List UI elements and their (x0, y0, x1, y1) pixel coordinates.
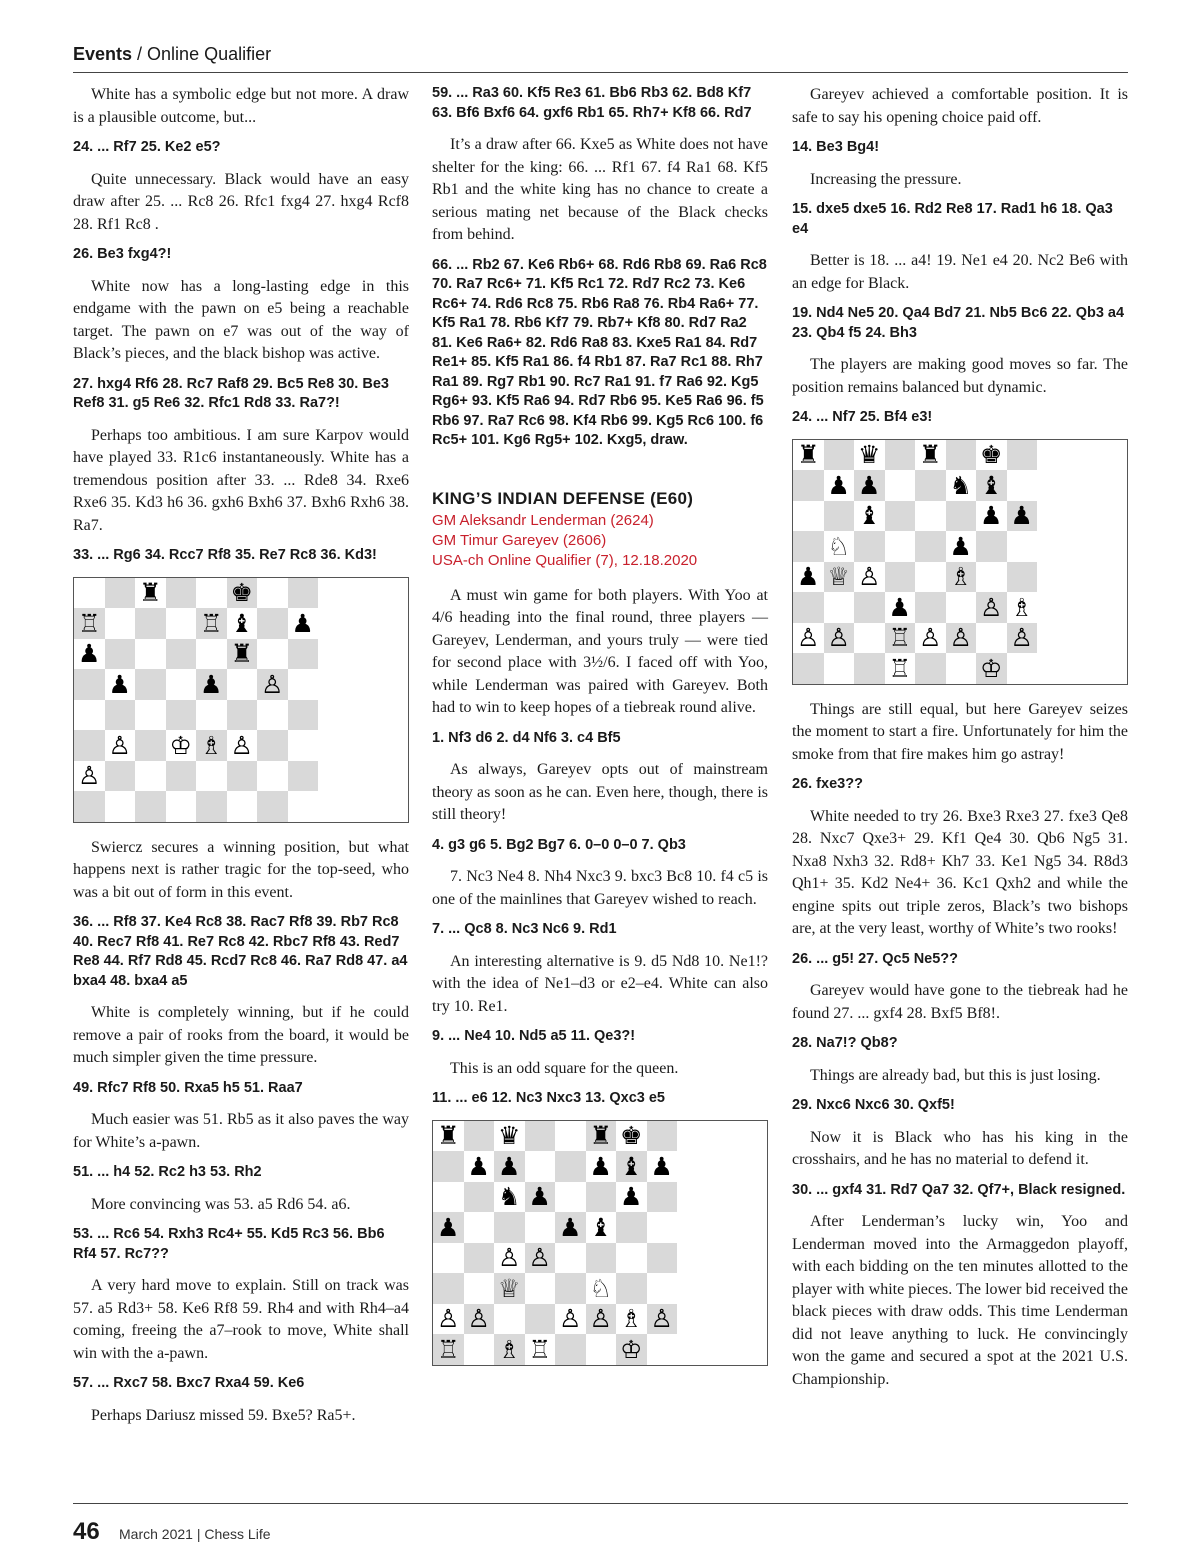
board-square (464, 1182, 495, 1213)
board-square (135, 730, 166, 761)
commentary-paragraph: After Lenderman’s lucky win, Yoo and Lenderman moved into the Armaggedon playoff, with each bidding on the ten minutes allotted to the player with white pieces. The lower bid received the black pieces with draw odds. This time Lenderman did not leave anything to luck. He convincingly won the game and secured a spot at the 2021 U.S. Championship. (792, 1213, 1128, 1388)
board-square (647, 1212, 678, 1243)
board-square (196, 639, 227, 670)
black-knight-icon: ♞ (494, 1182, 525, 1213)
black-bishop-icon: ♝ (854, 501, 885, 532)
board-square (946, 440, 977, 471)
board-square (196, 700, 227, 731)
move-sequence: 11. ... e6 12. Nc3 Nxc3 13. Qxc3 e5 (432, 1090, 665, 1106)
commentary-paragraph: White has a symbolic edge but not more. A draw is a plausible outcome, but... (73, 86, 409, 126)
board-square (288, 639, 319, 670)
board-square (525, 1121, 556, 1152)
board-square (555, 1151, 586, 1182)
white-pawn-icon: ♙ (854, 562, 885, 593)
board-square (464, 1243, 495, 1274)
board-square (105, 761, 136, 792)
white-king-icon: ♔ (976, 653, 1007, 684)
board-square (135, 761, 166, 792)
board-square (885, 501, 916, 532)
board-square (135, 639, 166, 670)
board-square (915, 653, 946, 684)
move-sequence: 57. ... Rxc7 58. Bxc7 Rxa4 59. Ke6 (73, 1375, 305, 1391)
white-pawn-icon: ♙ (433, 1304, 464, 1335)
game-info (432, 511, 768, 571)
board-square (494, 1304, 525, 1335)
board-square (74, 578, 105, 609)
move-sequence: 24. ... Nf7 25. Bf4 e3! (792, 409, 933, 425)
board-square (257, 761, 288, 792)
black-pawn-icon: ♟ (105, 669, 136, 700)
board-square (793, 653, 824, 684)
white-knight-icon: ♘ (824, 531, 855, 562)
board-square (1007, 562, 1038, 593)
board-square (616, 1243, 647, 1274)
board-square (555, 1182, 586, 1213)
white-pawn-icon: ♙ (946, 623, 977, 654)
commentary-paragraph: A very hard move to explain. Still on track was 57. a5 Rd3+ 58. Ke6 Rf8 59. Rh4 and with Rh4–a4 coming, freeing the a7–rook to move, White shall win with the a-pawn. (73, 1277, 409, 1362)
white-pawn-icon: ♙ (525, 1243, 556, 1274)
black-pawn-icon: ♟ (885, 592, 916, 623)
chess-diagram (73, 577, 409, 823)
move-sequence: 27. hxg4 Rf6 28. Rc7 Raf8 29. Bc5 Re8 30. Be3 Ref8 31. g5 Re6 32. Rfc1 Rd8 33. Ra7?! (73, 375, 389, 411)
board-square (946, 592, 977, 623)
board-square (885, 531, 916, 562)
move-sequence: 28. Na7!? Qb8? (792, 1035, 898, 1051)
white-pawn-icon: ♙ (464, 1304, 495, 1335)
board-square (105, 700, 136, 731)
board-square (464, 1273, 495, 1304)
commentary-paragraph: An interesting alternative is 9. d5 Nd8 10. Ne1!? with the idea of Ne1–d3 or e2–e4. White can also try 10. Re1. (432, 952, 768, 1015)
commentary-paragraph: White now has a long-lasting edge in this endgame with the pawn on e5 being a reachable target. The pawn on e7 was out of the way of Black’s pieces, and the black bishop was active. (73, 277, 409, 362)
commentary-paragraph: Gareyev would have gone to the tiebreak had he found 27. ... gxf4 28. Bxf5 Bf8!. (792, 982, 1128, 1022)
commentary-paragraph: Increasing the pressure. (810, 170, 962, 188)
black-bishop-icon: ♝ (616, 1151, 647, 1182)
commentary-paragraph: Things are still equal, but here Gareyev seizes the moment to start a fire. Unfortunately for him the smoke from that fire makes him go astray! (792, 700, 1128, 763)
commentary-paragraph: Perhaps Dariusz missed 59. Bxe5? Ra5+. (91, 1406, 356, 1424)
commentary-paragraph: Things are already bad, but this is just losing. (810, 1066, 1101, 1084)
board-square (288, 761, 319, 792)
commentary-paragraph: Quite unnecessary. Black would have an easy draw after 25. ... Rc8 26. Rfc1 fxg4 27. hxg4 Rcf8 28. Rf1 Rc8 . (73, 170, 409, 233)
black-pawn-icon: ♟ (647, 1151, 678, 1182)
board-square (915, 562, 946, 593)
black-queen-icon: ♛ (854, 440, 885, 471)
commentary-paragraph: Gareyev achieved a comfortable position. It is safe to say his opening choice paid off. (792, 86, 1128, 126)
board-square (647, 1182, 678, 1213)
board-square (793, 592, 824, 623)
commentary-paragraph: Perhaps too ambitious. I am sure Karpov would have played 33. R1c6 instantaneously. White has a tremendous position after 33. ... Rde8 34. Rxe6 Rxe6 35. Kd3 h6 36. gxh6 Bxh6 37. Bxh6 Rxh6 38. Ra7. (73, 426, 409, 534)
white-king-icon: ♔ (616, 1334, 647, 1365)
board-square (464, 1334, 495, 1365)
board-square (854, 653, 885, 684)
black-pawn-icon: ♟ (976, 501, 1007, 532)
game-info-line: GM Aleksandr Lenderman (2624) (432, 511, 654, 529)
board-square (257, 639, 288, 670)
black-pawn-icon: ♟ (854, 470, 885, 501)
board-square (227, 669, 258, 700)
commentary-paragraph: 7. Nc3 Ne4 8. Nh4 Nxc3 9. bxc3 Bc8 10. f4 c5 is one of the mainlines that Gareyev wished to reach. (432, 868, 768, 908)
board-square (976, 531, 1007, 562)
commentary-paragraph: Much easier was 51. Rb5 as it also paves the way for White’s a-pawn. (73, 1111, 409, 1151)
white-knight-icon: ♘ (586, 1273, 617, 1304)
board-square (166, 761, 197, 792)
move-sequence: 26. fxe3?? (792, 776, 863, 792)
black-pawn-icon: ♟ (433, 1212, 464, 1243)
black-rook-icon: ♜ (793, 440, 824, 471)
section-separator: / (132, 44, 148, 64)
board-square (288, 730, 319, 761)
board-square (586, 1334, 617, 1365)
black-pawn-icon: ♟ (793, 562, 824, 593)
text-column-3 (792, 84, 1128, 1400)
board-square (915, 501, 946, 532)
white-pawn-icon: ♙ (647, 1304, 678, 1335)
black-pawn-icon: ♟ (555, 1212, 586, 1243)
white-pawn-icon: ♙ (105, 730, 136, 761)
game-info-line: USA-ch Online Qualifier (7), 12.18.2020 (432, 551, 698, 569)
board-square (555, 1243, 586, 1274)
black-rook-icon: ♜ (135, 578, 166, 609)
page-header (73, 44, 1128, 73)
white-pawn-icon: ♙ (824, 623, 855, 654)
board-square (824, 592, 855, 623)
board-square (885, 562, 916, 593)
board-square (288, 700, 319, 731)
commentary-paragraph: The players are making good moves so far. The position remains balanced but dynamic. (792, 356, 1128, 396)
move-sequence: 66. ... Rb2 67. Ke6 Rb6+ 68. Rd6 Rb8 69. Ra6 Rc8 70. Ra7 Rc6+ 71. Kf5 Rc1 72. Rd7 Rc2 73. Ke6 Rc6+ 74. Rd6 Rc8 75. Rb6 Ra8 76. Rb4 Ra6+ 77. Kf5 Ra1 78. Rb6 Kf7 79. Rb7+ Kf8 80. Rd7 Ra2 81. Ke6 Ra6+ 82. Rd6 Ra8 83. Kxe5 Ra1 84. Rd7 Re1+ 85. Kf5 Ra1 86. f4 Rb1 87. Ra7 Rc1 88. Rh7 Ra1 89. Rg7 Rb1 90. Rc7 Ra1 91. f7 Ra6 92. Kg5 Rg6+ 93. Kf5 Ra6 94. Rd7 Rb6 95. Ke5 Ra6 96. f5 Rb6 97. Ra7 Rc6 98. Kf4 Rb6 99. Kg5 Rc6 100. f6 Rc5+ 101. Kg6 Rg5+ 102. Kxg5, draw. (432, 256, 767, 448)
board-square (1007, 440, 1038, 471)
board-square (257, 578, 288, 609)
board-square (166, 669, 197, 700)
white-rook-icon: ♖ (885, 653, 916, 684)
move-sequence: 24. ... Rf7 25. Ke2 e5? (73, 139, 221, 155)
black-rook-icon: ♜ (433, 1121, 464, 1152)
board-square (433, 1182, 464, 1213)
subsection-title: Online Qualifier (147, 44, 272, 64)
commentary-paragraph: A must win game for both players. With Yoo at 4/6 heading into the final round, three players — Gareyev, Lenderman, and yours truly — were tied for second place with 3½/6. I faced off with Yoo, while Lenderman was paired with Gareyev. Both had to win to keep hopes of a tiebreak round alive. (432, 586, 768, 716)
board-square (433, 1273, 464, 1304)
board-square (196, 578, 227, 609)
white-pawn-icon: ♙ (1007, 623, 1038, 654)
board-square (166, 608, 197, 639)
move-sequence: 26. ... g5! 27. Qc5 Ne5?? (792, 950, 959, 967)
board-square (586, 1182, 617, 1213)
board-square (793, 501, 824, 532)
move-sequence: 9. ... Ne4 10. Nd5 a5 11. Qe3?! (432, 1028, 636, 1044)
board-square (288, 578, 319, 609)
move-sequence: 59. ... Ra3 60. Kf5 Re3 61. Bb6 Rb3 62. Bd8 Kf7 63. Bf6 Bxf6 64. gxf6 Rb1 65. Rh7+ Kf8 66. Rd7 (432, 85, 752, 121)
white-pawn-icon: ♙ (227, 730, 258, 761)
board-square (105, 578, 136, 609)
move-sequence: 15. dxe5 dxe5 16. Rd2 Re8 17. Rad1 h6 18. Qa3 e4 (792, 201, 1113, 237)
text-column-2 (432, 84, 768, 1380)
white-pawn-icon: ♙ (257, 669, 288, 700)
board-square (915, 470, 946, 501)
black-bishop-icon: ♝ (976, 470, 1007, 501)
black-knight-icon: ♞ (946, 470, 977, 501)
board-square (915, 592, 946, 623)
board-square (616, 1212, 647, 1243)
move-sequence: 33. ... Rg6 34. Rcc7 Rf8 35. Re7 Rc8 36. Kd3! (73, 547, 377, 563)
black-pawn-icon: ♟ (1007, 501, 1038, 532)
board-square (854, 592, 885, 623)
text-column-1 (73, 84, 409, 1436)
board-square (166, 639, 197, 670)
black-pawn-icon: ♟ (586, 1151, 617, 1182)
board-square (257, 700, 288, 731)
move-sequence: 49. Rfc7 Rf8 50. Rxa5 h5 51. Raa7 (73, 1079, 303, 1096)
board-square (433, 1151, 464, 1182)
move-sequence: 30. ... gxf4 31. Rd7 Qa7 32. Qf7+, Black resigned. (792, 1181, 1126, 1198)
black-pawn-icon: ♟ (74, 639, 105, 670)
board-square (135, 669, 166, 700)
black-pawn-icon: ♟ (494, 1151, 525, 1182)
board-square (288, 791, 319, 822)
white-king-icon: ♔ (166, 730, 197, 761)
board-square (824, 440, 855, 471)
board-square (647, 1121, 678, 1152)
black-pawn-icon: ♟ (616, 1182, 647, 1213)
board-square (74, 791, 105, 822)
white-rook-icon: ♖ (433, 1334, 464, 1365)
black-pawn-icon: ♟ (464, 1151, 495, 1182)
black-pawn-icon: ♟ (525, 1182, 556, 1213)
board-square (494, 1212, 525, 1243)
board-square (976, 562, 1007, 593)
board-square (555, 1273, 586, 1304)
commentary-paragraph: White needed to try 26. Bxe3 Rxe3 27. fxe3 Qe8 28. Nxc7 Qxe3+ 29. Kf1 Qe4 30. Qb6 Ng5 31. Nxa8 Nxh3 32. Rd8+ Kh7 33. Ke1 Ng5 34. R8d3 Qh1+ 35. Kd2 Ne4+ 36. Kc1 Qxh2 and while the engine spits out triple zeros, Black’s two bishops are, at the very least, worthy of White’s two rooks! (792, 807, 1128, 937)
board-square (196, 761, 227, 792)
board-square (74, 700, 105, 731)
board-square (135, 700, 166, 731)
board-square (824, 501, 855, 532)
white-rook-icon: ♖ (525, 1334, 556, 1365)
black-king-icon: ♚ (616, 1121, 647, 1152)
white-bishop-icon: ♗ (616, 1304, 647, 1335)
board-square (647, 1334, 678, 1365)
white-pawn-icon: ♙ (793, 623, 824, 654)
board-square (946, 653, 977, 684)
board-square (135, 608, 166, 639)
board-square (793, 470, 824, 501)
chess-diagram (792, 439, 1128, 685)
board-square (257, 730, 288, 761)
black-rook-icon: ♜ (915, 440, 946, 471)
black-queen-icon: ♛ (494, 1121, 525, 1152)
move-sequence: 51. ... h4 52. Rc2 h3 53. Rh2 (73, 1164, 262, 1180)
white-rook-icon: ♖ (196, 608, 227, 639)
game-heading: KING’S INDIAN DEFENSE (E60) (432, 488, 694, 508)
board-square (1007, 653, 1038, 684)
white-bishop-icon: ♗ (494, 1334, 525, 1365)
board-square (257, 608, 288, 639)
board-square (555, 1334, 586, 1365)
board-square (227, 791, 258, 822)
board-square (166, 791, 197, 822)
move-sequence: 1. Nf3 d6 2. d4 Nf6 3. c4 Bf5 (432, 729, 621, 746)
white-bishop-icon: ♗ (1007, 592, 1038, 623)
commentary-paragraph: Swiercz secures a winning position, but what happens next is rather tragic for the top-seed, who was a bit out of form in this event. (73, 838, 409, 901)
white-pawn-icon: ♙ (74, 761, 105, 792)
board-square (915, 531, 946, 562)
board-square (1007, 470, 1038, 501)
black-pawn-icon: ♟ (288, 608, 319, 639)
board-square (196, 791, 227, 822)
black-pawn-icon: ♟ (196, 669, 227, 700)
board-square (525, 1212, 556, 1243)
move-sequence: 14. Be3 Bg4! (792, 139, 880, 155)
move-sequence: 4. g3 g6 5. Bg2 Bg7 6. 0–0 0–0 7. Qb3 (432, 836, 686, 853)
move-sequence: 29. Nxc6 Nxc6 30. Qxf5! (792, 1097, 955, 1113)
white-pawn-icon: ♙ (555, 1304, 586, 1335)
commentary-paragraph: This is an odd square for the queen. (450, 1059, 679, 1077)
board-square (135, 791, 166, 822)
white-bishop-icon: ♗ (946, 562, 977, 593)
board-square (525, 1151, 556, 1182)
board-square (74, 730, 105, 761)
board-square (525, 1304, 556, 1335)
board-square (464, 1212, 495, 1243)
black-bishop-icon: ♝ (227, 608, 258, 639)
board-square (793, 531, 824, 562)
black-pawn-icon: ♟ (824, 470, 855, 501)
commentary-paragraph: As always, Gareyev opts out of mainstream theory as soon as he can. Even here, though, there is still theory! (432, 761, 768, 823)
board-square (555, 1121, 586, 1152)
board-square (885, 470, 916, 501)
white-queen-icon: ♕ (824, 562, 855, 593)
board-square (464, 1121, 495, 1152)
commentary-paragraph: More convincing was 53. a5 Rd6 54. a6. (91, 1195, 351, 1213)
move-sequence: 36. ... Rf8 37. Ke4 Rc8 38. Rac7 Rf8 39. Rb7 Rc8 40. Rec7 Rf8 41. Re7 Rc8 42. Rbc7 Rf8 43. Red7 Re8 44. Rf7 Rd8 45. Rcd7 Rc8 46. Ra7 Rd8 47. a4 bxa4 48. bxa4 a5 (73, 914, 408, 989)
board-square (946, 501, 977, 532)
black-rook-icon: ♜ (586, 1121, 617, 1152)
board-square (976, 623, 1007, 654)
black-rook-icon: ♜ (227, 639, 258, 670)
move-sequence: 53. ... Rc6 54. Rxh3 Rc4+ 55. Kd5 Rc3 56. Bb6 Rf4 57. Rc7?? (73, 1226, 385, 1262)
page-footer (73, 1503, 1128, 1545)
white-queen-icon: ♕ (494, 1273, 525, 1304)
white-pawn-icon: ♙ (976, 592, 1007, 623)
board-square (885, 440, 916, 471)
board-square (616, 1273, 647, 1304)
board-square (586, 1243, 617, 1274)
black-king-icon: ♚ (976, 440, 1007, 471)
board-square (525, 1273, 556, 1304)
white-rook-icon: ♖ (885, 623, 916, 654)
board-square (1007, 531, 1038, 562)
board-square (824, 653, 855, 684)
board-square (854, 531, 885, 562)
board-square (105, 639, 136, 670)
white-pawn-icon: ♙ (586, 1304, 617, 1335)
page-number: 46 (73, 1518, 100, 1545)
move-sequence: 7. ... Qc8 8. Nc3 Nc6 9. Rd1 (432, 921, 617, 937)
board-square (854, 623, 885, 654)
white-bishop-icon: ♗ (196, 730, 227, 761)
white-pawn-icon: ♙ (494, 1243, 525, 1274)
board-square (74, 669, 105, 700)
board-square (647, 1243, 678, 1274)
commentary-paragraph: Better is 18. ... a4! 19. Ne1 e4 20. Nc2 Be6 with an edge for Black. (792, 252, 1128, 292)
board-square (166, 578, 197, 609)
board-square (105, 791, 136, 822)
board-square (105, 608, 136, 639)
move-sequence: 19. Nd4 Ne5 20. Qa4 Bd7 21. Nb5 Bc6 22. Qb3 a4 23. Qb4 f5 24. Bh3 (792, 305, 1125, 341)
chess-diagram (432, 1120, 768, 1366)
board-square (647, 1273, 678, 1304)
white-pawn-icon: ♙ (915, 623, 946, 654)
move-sequence: 26. Be3 fxg4?! (73, 246, 172, 262)
white-rook-icon: ♖ (74, 608, 105, 639)
section-title: Events (73, 44, 133, 64)
board-square (288, 669, 319, 700)
commentary-paragraph: It’s a draw after 66. Kxe5 as White does not have shelter for the king: 66. ... Rf1 67. f4 Ra1 68. Kf5 Rb1 and the white king has no chance to create a serious mating net because of the Black checks from behind. (432, 136, 768, 243)
black-pawn-icon: ♟ (946, 531, 977, 562)
black-bishop-icon: ♝ (586, 1212, 617, 1243)
board-square (433, 1243, 464, 1274)
publication-info: March 2021 | Chess Life (119, 1526, 271, 1542)
game-info-line: GM Timur Gareyev (2606) (432, 531, 607, 549)
board-square (227, 700, 258, 731)
board-square (257, 791, 288, 822)
board-square (166, 700, 197, 731)
commentary-paragraph: Now it is Black who has his king in the crosshairs, and he has no material to defend it. (792, 1128, 1128, 1168)
commentary-paragraph: White is completely winning, but if he could remove a pair of rooks from the board, it would be much simpler given the time pressure. (73, 1004, 409, 1066)
board-square (227, 761, 258, 792)
black-king-icon: ♚ (227, 578, 258, 609)
